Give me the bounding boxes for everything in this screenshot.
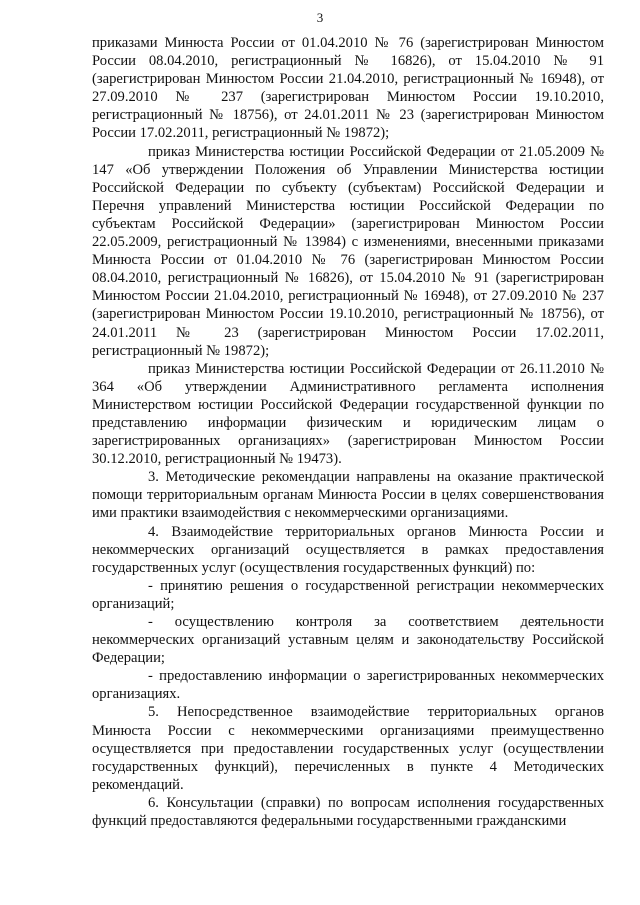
paragraph-item-6: 6. Консультации (справки) по вопросам исполнения государственных функций предоставляются федеральными государственными гражданскими bbox=[92, 794, 604, 830]
document-body bbox=[92, 34, 604, 830]
list-item-control: - осуществлению контроля за соответствием деятельности некоммерческих организаций уставным целям и законодательству Российской Федерации; bbox=[92, 614, 604, 667]
paragraph-continuation: приказами Минюста России от 01.04.2010 № 76 (зарегистрирован Минюстом России 08.04.2010, регистрационный № 16826), от 15.04.2010 № 91 (зарегистрирован Минюстом России 21.04.2010, регистрационный № 16948), от 27.09.2010 № 237 (зарегистрирован Минюстом России 19.10.2010, регистрационный № 18756), от 24.01.2011 № 23 (зарегистрирован Минюстом России 17.02.2011, регистрационный № 19872); bbox=[92, 35, 604, 142]
list-item-registration: - принятию решения о государственной регистрации некоммерческих организаций; bbox=[92, 577, 604, 612]
paragraph-item-4: 4. Взаимодействие территориальных органов Минюста России и некоммерческих организаций осуществляется в рамках предоставления государственных услуг (осуществления государственных функций) по: bbox=[92, 523, 604, 576]
paragraph-item-5: 5. Непосредственное взаимодействие территориальных органов Минюста России с некоммерческими организациями преимущественно осуществляется при предоставлении государственных услуг (осуществлении государственных функций), перечисленных в пункте 4 Методических рекомендаций. bbox=[92, 704, 604, 793]
paragraph-order-364: приказ Министерства юстиции Российской Федерации от 26.11.2010 № 364 «Об утверждении Административного регламента исполнения Министерством юстиции Российской Федерации государственной функции по представлению информации физическим и юридическим лицам о зарегистрированных организациях» (зарегистрирован Минюстом России 30.12.2010, регистрационный № 19473). bbox=[92, 360, 604, 468]
paragraph-order-147: приказ Министерства юстиции Российской Федерации от 21.05.2009 № 147 «Об утверждении Положения об Управлении Министерства юстиции Российской Федерации по субъекту (субъектам) Российской Федерации и Перечня управлений Министерства юстиции Российской Федерации по субъектам Российской Федерации» (зарегистрирован Минюстом России 22.05.2009, регистрационный № 13984) с изменениями, внесенными приказами Минюста России от 01.04.2010 № 76 (зарегистрирован Минюстом России 08.04.2010, регистрационный № 16826), от 15.04.2010 № 91 (зарегистрирован Минюстом России 21.04.2010, регистрационный № 16948), от 27.09.2010 № 237 (зарегистрирован Минюстом России 19.10.2010, регистрационный № 18756), от 24.01.2011 № 23 (зарегистрирован Минюстом России 17.02.2011, регистрационный № 19872); bbox=[92, 143, 604, 359]
list-item-information: - предоставлению информации о зарегистрированных некоммерческих организациях. bbox=[92, 668, 604, 703]
paragraph-item-3: 3. Методические рекомендации направлены на оказание практической помощи территориальным органам Минюста России в целях совершенствования ими практики взаимодействия с некоммерческими организациями. bbox=[92, 469, 604, 522]
page-number: 3 bbox=[316, 10, 324, 25]
